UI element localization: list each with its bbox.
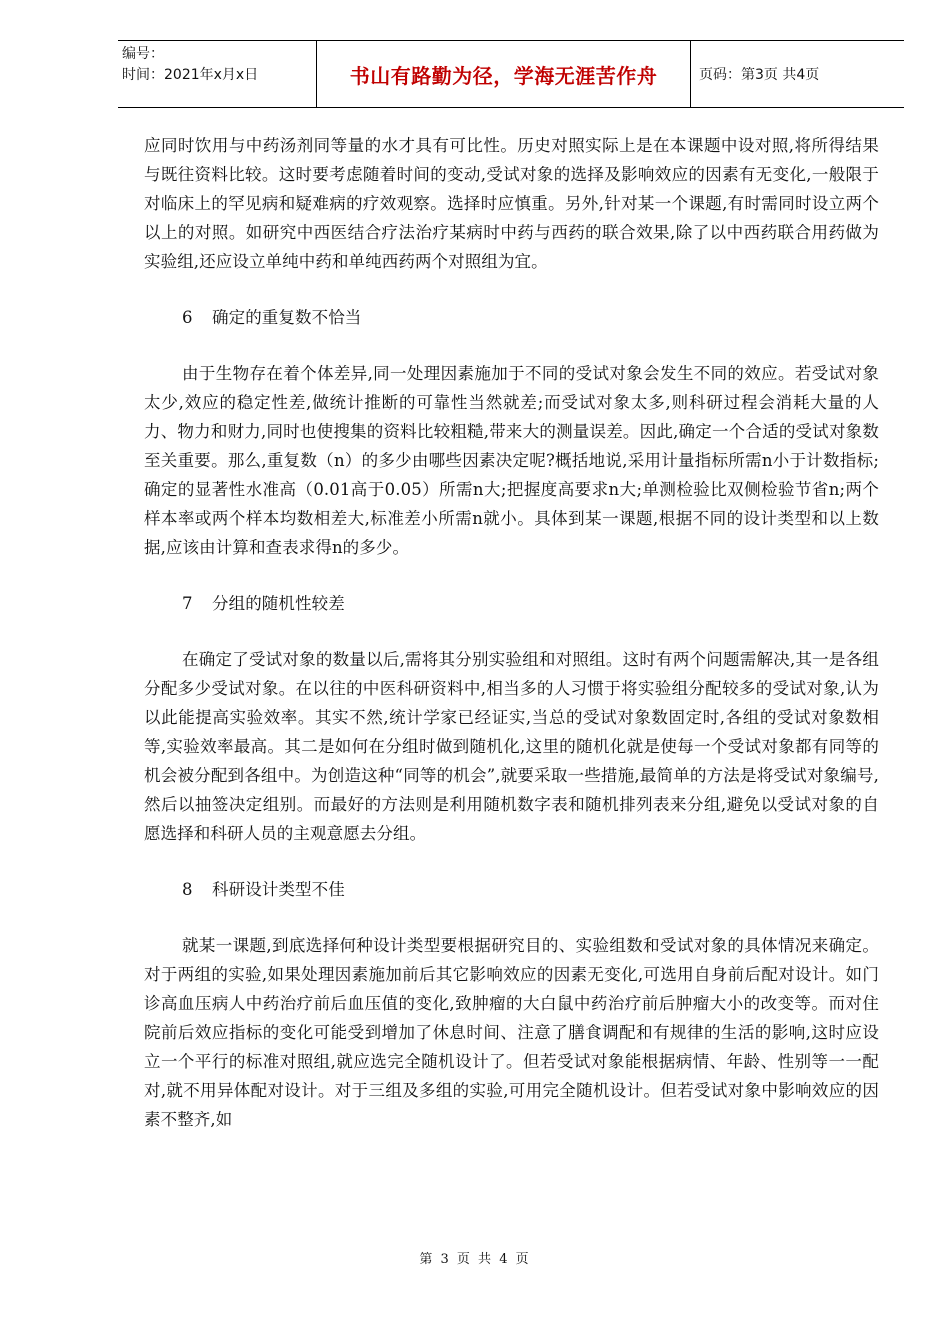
section-title: 分组的随机性较差 <box>212 594 345 613</box>
section-heading-8 <box>144 875 879 904</box>
document-body <box>144 131 879 1161</box>
section-heading-7 <box>144 589 879 618</box>
page-header <box>118 40 904 108</box>
paragraph-4: 就某一课题,到底选择何种设计类型要根据研究目的、实验组数和受试对象的具体情况来确定。对于两组的实验,如果处理因素施加前后其它影响效应的因素无变化,可选用自身前后配对设计。如门诊高血压病人中药治疗前后血压值的变化,致肿瘤的大白鼠中药治疗前后肿瘤大小的改变等。而对住院前后效应指标的变化可能受到增加了休息时间、注意了膳食调配和有规律的生活的影响,这时应设立一个平行的标准对照组,就应选完全随机设计了。但若受试对象能根据病情、年龄、性别等一一配对,就不用异体配对设计。对于三组及多组的实验,可用完全随机设计。但若受试对象中影响效应的因素不整齐,如 <box>144 936 879 1129</box>
section-number: 7 <box>182 594 193 613</box>
section-title: 科研设计类型不佳 <box>212 880 345 899</box>
header-page-label: 页码：第3页 共4页 <box>699 67 820 83</box>
code-label: 编号： <box>122 46 164 62</box>
header-motto: 书山有路勤为径，学海无涯苦作舟 <box>317 41 691 107</box>
paragraph-2: 由于生物存在着个体差异,同一处理因素施加于不同的受试对象会发生不同的效应。若受试对象太少,效应的稳定性差,做统计推断的可靠性当然就差;而受试对象太多,则科研过程会消耗大量的人力、物力和财力,同时也使搜集的资料比较粗糙,带来大的测量误差。因此,确定一个合适的受试对象数至关重要。那么,重复数（n）的多少由哪些因素决定呢?概括地说,采用计量指标所需n小于计数指标;确定的显著性水准高（0.01高于0.05）所需n大;把握度高要求n大;单测检验比双侧检验节省n;两个样本率或两个样本均数相差大,标准差小所需n就小。具体到某一课题,根据不同的设计类型和以上数据,应该由计算和查表求得n的多少。 <box>144 364 879 557</box>
paragraph-3: 在确定了受试对象的数量以后,需将其分别实验组和对照组。这时有两个问题需解决,其一是各组分配多少受试对象。在以往的中医科研资料中,相当多的人习惯于将实验组分配较多的受试对象,认为以此能提高实验效率。其实不然,统计学家已经证实,当总的受试对象数固定时,各组的受试对象数相等,实验效率最高。其二是如何在分组时做到随机化,这里的随机化就是使每一个受试对象都有同等的机会被分配到各组中。为创造这种“同等的机会”,就要采取一些措施,最简单的方法是将受试对象编号,然后以抽签决定组别。而最好的方法则是利用随机数字表和随机排列表来分组,避免以受试对象的自愿选择和科研人员的主观意愿去分组。 <box>144 650 879 843</box>
paragraph-1: 应同时饮用与中药汤剂同等量的水才具有可比性。历史对照实际上是在本课题中设对照,将所得结果与既往资料比较。这时要考虑随着时间的变动,受试对象的选择及影响效应的因素有无变化,一般限于对临床上的罕见病和疑难病的疗效观察。选择时应慎重。另外,针对某一个课题,有时需同时设立两个以上的对照。如研究中西医结合疗法治疗某病时中药与西药的联合效果,除了以中西药联合用药做为实验组,还应设立单纯中药和单纯西药两个对照组为宜。 <box>144 136 879 271</box>
section-number: 8 <box>182 880 193 899</box>
page-footer: 第 3 页 共 4 页 <box>419 1252 531 1267</box>
header-meta <box>118 41 317 107</box>
section-title: 确定的重复数不恰当 <box>212 308 362 327</box>
section-number: 6 <box>182 308 193 327</box>
time-label: 时间：2021年x月x日 <box>122 67 259 83</box>
section-heading-6 <box>144 303 879 332</box>
